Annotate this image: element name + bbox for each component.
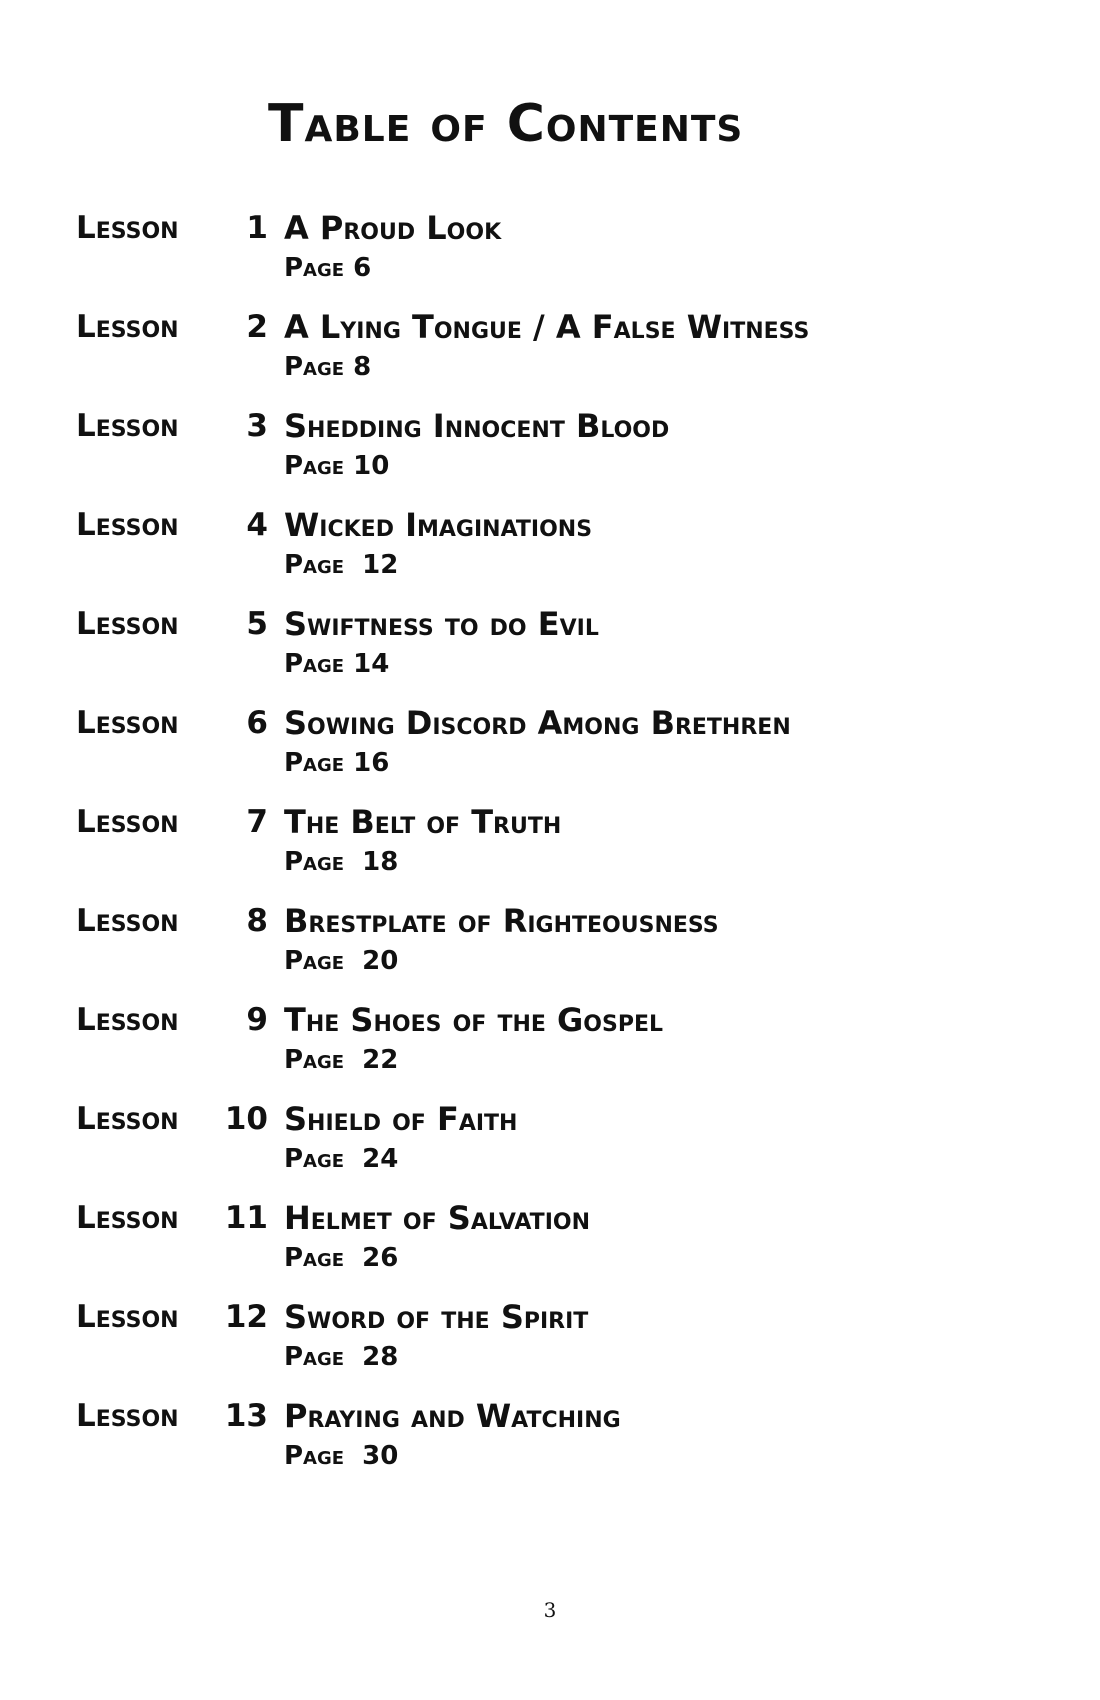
lesson-number: 5: [246, 606, 268, 642]
lesson-label: Lesson: [76, 1299, 179, 1335]
page-title: Table of Contents: [268, 94, 744, 154]
lesson-number: 11: [224, 1200, 268, 1236]
lesson-number: 10: [224, 1101, 268, 1137]
toc-entry-lesson-4: [76, 505, 1036, 604]
toc-entry-lesson-7: [76, 802, 1036, 901]
toc-entry-lesson-11: [76, 1198, 1036, 1297]
lesson-body: [284, 901, 1036, 981]
table-of-contents: [76, 208, 1036, 1495]
lesson-body: [284, 307, 1036, 387]
page-number: 3: [543, 1598, 557, 1622]
lesson-label: Lesson: [76, 804, 179, 840]
lesson-title: Brestplate of Righteousness: [284, 902, 719, 940]
toc-entry-lesson-13: [76, 1396, 1036, 1495]
lesson-title: Shield of Faith: [284, 1100, 518, 1138]
toc-entry-lesson-6: [76, 703, 1036, 802]
lesson-page: Page 16: [284, 748, 390, 778]
lesson-page: Page 24: [284, 1144, 399, 1174]
lesson-number: 3: [246, 408, 268, 444]
lesson-body: [284, 208, 1036, 288]
lesson-label: Lesson: [76, 903, 179, 939]
lesson-number: 2: [246, 309, 268, 345]
lesson-title: Praying and Watching: [284, 1397, 621, 1435]
toc-entry-lesson-1: [76, 208, 1036, 307]
lesson-number: 1: [246, 210, 268, 246]
lesson-number: 4: [246, 507, 268, 543]
lesson-number: 13: [224, 1398, 268, 1434]
lesson-title: The Belt of Truth: [284, 803, 562, 841]
lesson-label: Lesson: [76, 705, 179, 741]
lesson-title: Wicked Imaginations: [284, 506, 593, 544]
lesson-body: [284, 703, 1036, 783]
lesson-page: Page 14: [284, 649, 390, 679]
lesson-title: The Shoes of the Gospel: [284, 1001, 664, 1039]
lesson-label: Lesson: [76, 1002, 179, 1038]
toc-entry-lesson-9: [76, 1000, 1036, 1099]
lesson-label: Lesson: [76, 408, 179, 444]
lesson-body: [284, 1396, 1036, 1476]
toc-entry-lesson-10: [76, 1099, 1036, 1198]
lesson-body: [284, 505, 1036, 585]
lesson-body: [284, 802, 1036, 882]
toc-entry-lesson-3: [76, 406, 1036, 505]
toc-entry-lesson-5: [76, 604, 1036, 703]
lesson-number: 7: [246, 804, 268, 840]
lesson-title: Helmet of Salvation: [284, 1199, 590, 1237]
lesson-title: Sowing Discord Among Brethren: [284, 704, 791, 742]
lesson-page: Page 20: [284, 946, 399, 976]
lesson-page: Page 10: [284, 451, 390, 481]
lesson-label: Lesson: [76, 309, 179, 345]
lesson-body: [284, 406, 1036, 486]
lesson-label: Lesson: [76, 1101, 179, 1137]
lesson-page: Page 22: [284, 1045, 399, 1075]
lesson-number: 12: [224, 1299, 268, 1335]
toc-entry-lesson-12: [76, 1297, 1036, 1396]
lesson-label: Lesson: [76, 606, 179, 642]
lesson-title: Swiftness to do Evil: [284, 605, 599, 643]
lesson-page: Page 12: [284, 550, 399, 580]
lesson-label: Lesson: [76, 1398, 179, 1434]
lesson-number: 9: [246, 1002, 268, 1038]
lesson-label: Lesson: [76, 507, 179, 543]
lesson-page: Page 6: [284, 253, 372, 283]
lesson-title: A Proud Look: [284, 209, 502, 247]
lesson-body: [284, 1099, 1036, 1179]
lesson-body: [284, 1000, 1036, 1080]
lesson-title: A Lying Tongue / A False Witness: [284, 308, 810, 346]
lesson-label: Lesson: [76, 210, 179, 246]
lesson-page: Page 30: [284, 1441, 399, 1471]
lesson-label: Lesson: [76, 1200, 179, 1236]
lesson-body: [284, 1198, 1036, 1278]
lesson-title: Shedding Innocent Blood: [284, 407, 670, 445]
lesson-body: [284, 1297, 1036, 1377]
lesson-page: Page 18: [284, 847, 399, 877]
lesson-number: 6: [246, 705, 268, 741]
lesson-page: Page 8: [284, 352, 372, 382]
lesson-number: 8: [246, 903, 268, 939]
toc-entry-lesson-8: [76, 901, 1036, 1000]
lesson-title: Sword of the Spirit: [284, 1298, 589, 1336]
lesson-page: Page 26: [284, 1243, 399, 1273]
toc-entry-lesson-2: [76, 307, 1036, 406]
lesson-body: [284, 604, 1036, 684]
lesson-page: Page 28: [284, 1342, 399, 1372]
